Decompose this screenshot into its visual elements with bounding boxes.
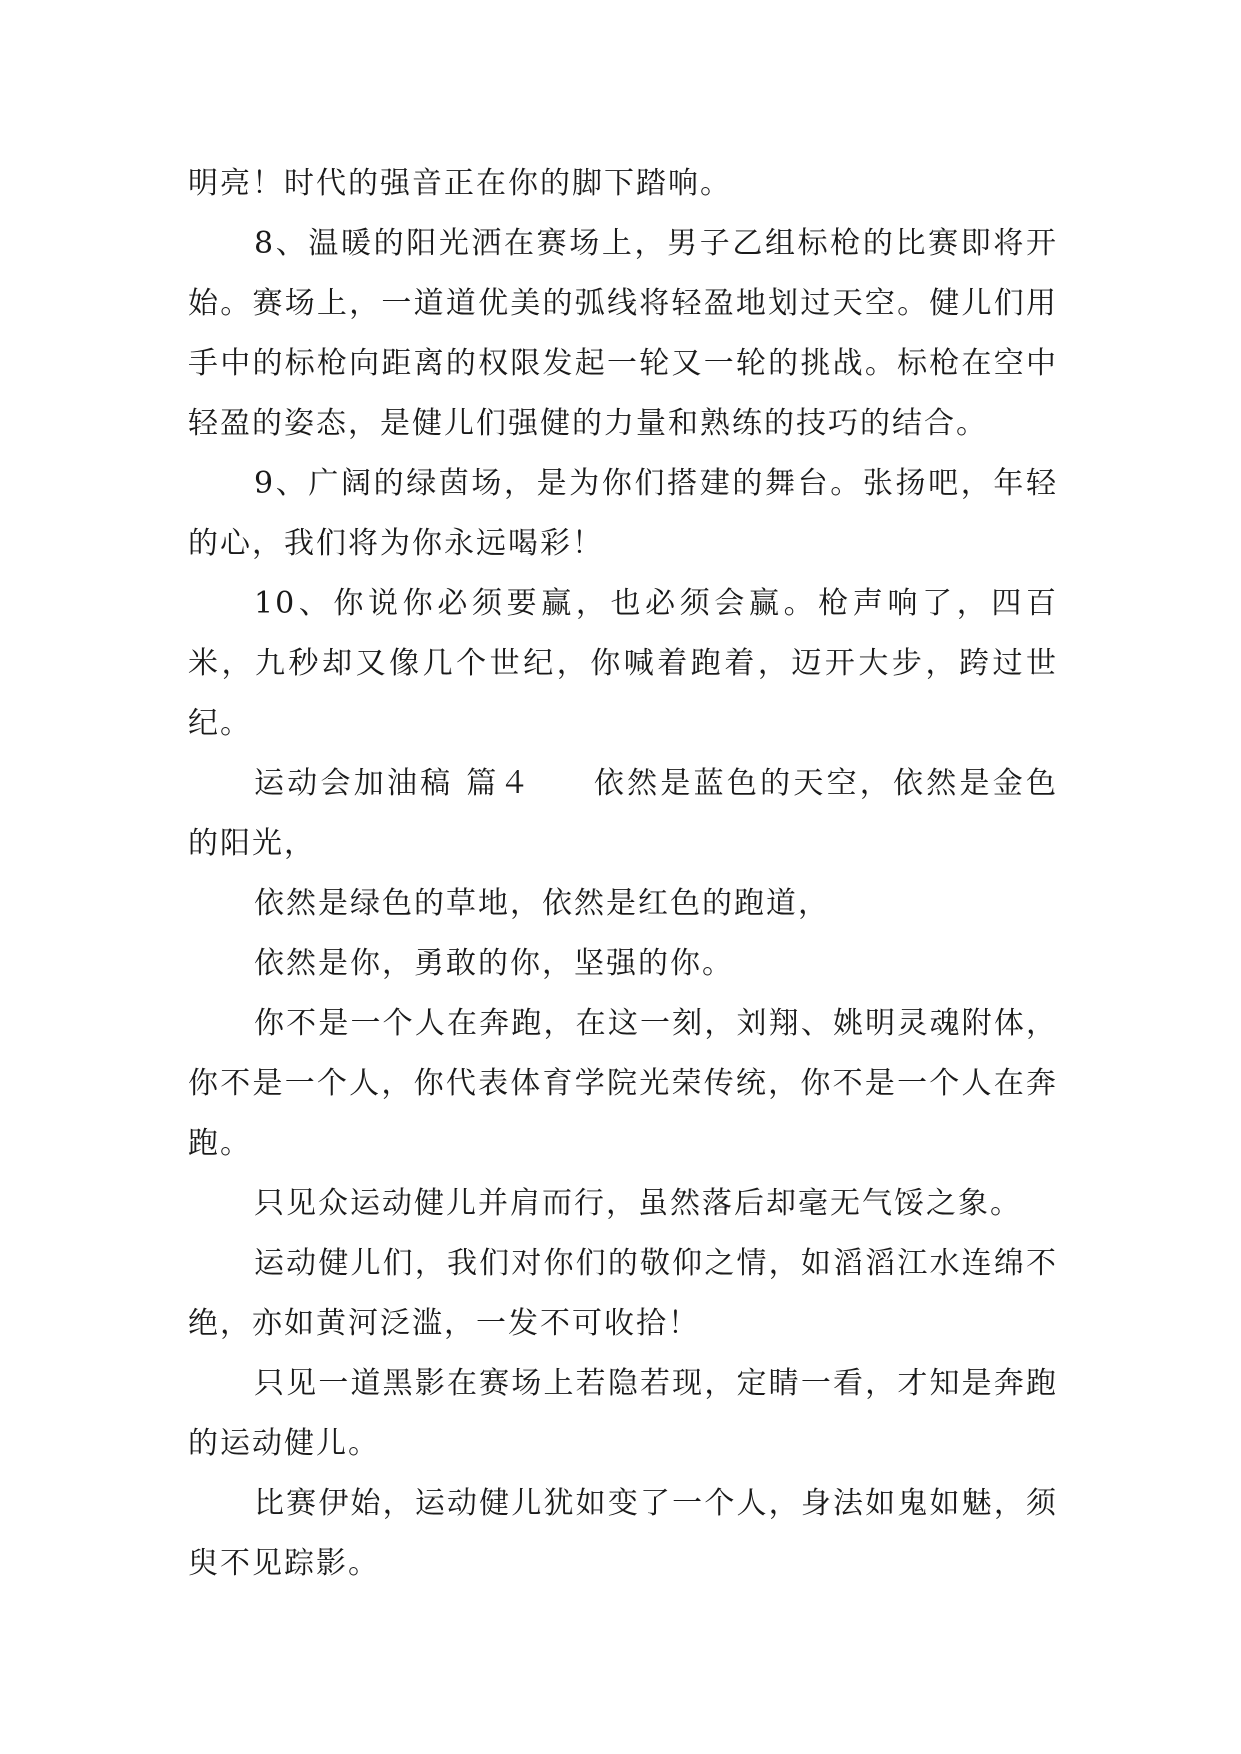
paragraph-continuation: 明亮！时代的强音正在你的脚下踏响。 [188, 166, 732, 201]
section-title: 运动会加油稿 篇４ [254, 766, 533, 801]
section-heading-paragraph [188, 754, 1058, 874]
paragraph-item-9: 9、广阔的绿茵场，是为你们搭建的舞台。张扬吧，年轻的心，我们将为你永远喝彩！ [188, 466, 1058, 561]
paragraph-item-8: 8、温暖的阳光洒在赛场上，男子乙组标枪的比赛即将开始。赛场上，一道道优美的弧线将轻盈地划过天空。健儿们用手中的标枪向距离的权限发起一轮又一轮的挑战。标枪在空中轻盈的姿态，是健儿们强健的力量和熟练的技巧的结合。 [188, 226, 1058, 441]
section-first-line: 依然是蓝色的天空，依然是金色的阳光， [188, 766, 1058, 861]
document-body [188, 154, 1058, 1594]
paragraph-line: 只见众运动健儿并肩而行，虽然落后却毫无气馁之象。 [254, 1186, 1022, 1221]
paragraph-line: 依然是绿色的草地，依然是红色的跑道， [254, 886, 830, 921]
paragraph-item-10: 10、你说你必须要赢，也必须会赢。枪声响了，四百米，九秒却又像几个世纪，你喊着跑着，迈开大步，跨过世纪。 [188, 586, 1058, 741]
paragraph-line: 只见一道黑影在赛场上若隐若现，定睛一看，才知是奔跑的运动健儿。 [188, 1366, 1058, 1461]
paragraph-line: 运动健儿们，我们对你们的敬仰之情，如滔滔江水连绵不绝，亦如黄河泛滥，一发不可收拾！ [188, 1246, 1058, 1341]
paragraph-line: 依然是你，勇敢的你，坚强的你。 [254, 946, 734, 981]
paragraph-line: 比赛伊始，运动健儿犹如变了一个人，身法如鬼如魅，须臾不见踪影。 [188, 1486, 1058, 1581]
paragraph-line: 你不是一个人在奔跑，在这一刻，刘翔、姚明灵魂附体，你不是一个人，你代表体育学院光荣传统，你不是一个人在奔跑。 [188, 1006, 1058, 1161]
